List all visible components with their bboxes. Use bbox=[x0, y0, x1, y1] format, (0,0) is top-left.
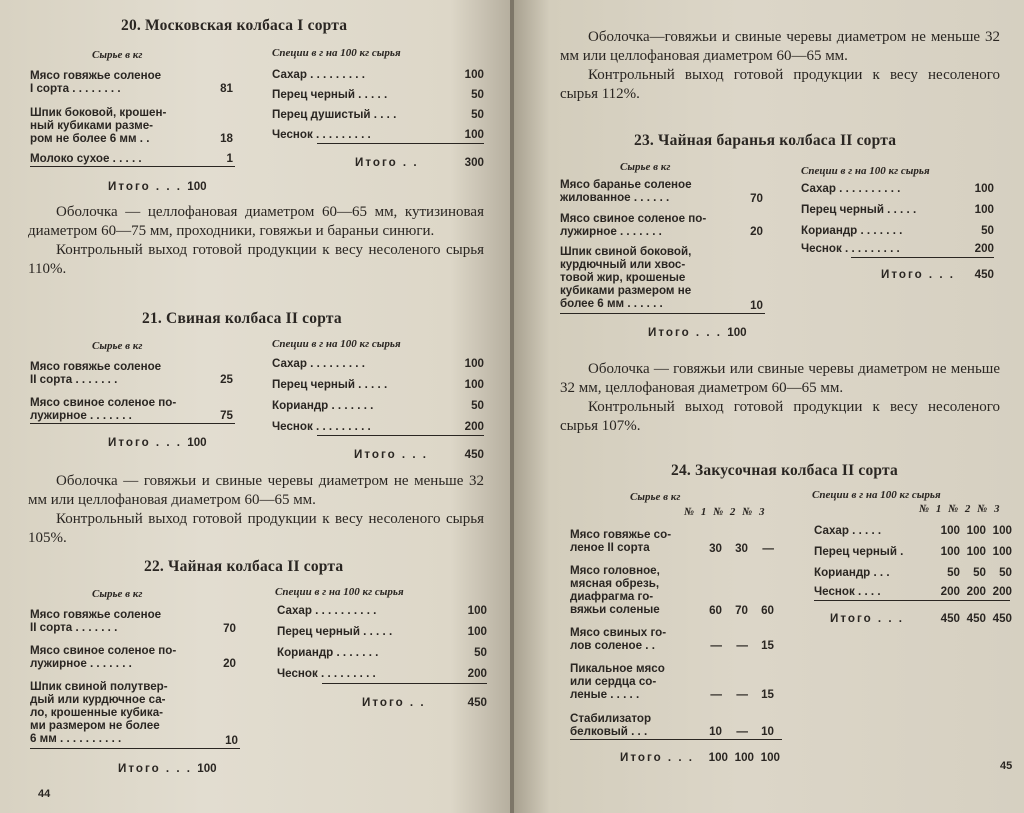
spice-item: Сахар . . . . . . . . . . bbox=[277, 604, 377, 617]
recipe-24-raw-columns: № 1 № 2 № 3 bbox=[684, 506, 765, 518]
recipe-24-spice-header: Специи в г на 100 кг сырья bbox=[812, 489, 941, 501]
spice-item: Сахар . . . . . bbox=[814, 524, 882, 537]
raw-value-1: 60 bbox=[709, 604, 722, 617]
raw-item bbox=[30, 69, 161, 95]
spice-value-1: 100 bbox=[940, 524, 960, 537]
recipe-23-spice-header: Специи в г на 100 кг сырья bbox=[801, 165, 930, 177]
raw-value-3: — bbox=[762, 542, 774, 555]
right-page bbox=[514, 0, 1024, 813]
casing-text: Оболочка — целлофановая диаметром 60—65 мм, кутизиновая диаметром 60—75 мм, проходники, говяжьи и бараньи синюги. bbox=[28, 204, 484, 239]
raw-item bbox=[570, 528, 671, 554]
raw-item-name: Шпик боковой, крошен- ный кубиками разме- ром не более 6 мм . . bbox=[30, 106, 167, 145]
spice-value-1: 200 bbox=[940, 585, 960, 598]
recipe-24-spice-columns: № 1 № 2 № 3 bbox=[919, 503, 1000, 515]
raw-item-name: Мясо головное, мясная обрезь, диафрагма го- вяжьи соленые bbox=[570, 564, 660, 616]
recipe-23-notes bbox=[560, 360, 1000, 436]
rule-line bbox=[317, 435, 484, 436]
spice-total-label: Итого . . . bbox=[354, 448, 429, 461]
recipe-22-continued-notes bbox=[560, 28, 1000, 104]
raw-item-value: 75 bbox=[220, 409, 233, 422]
raw-item-value: 25 bbox=[220, 373, 233, 386]
raw-value-2: 30 bbox=[735, 542, 748, 555]
raw-item-name: Мясо баранье соленое жилованное . . . . . . bbox=[560, 178, 692, 204]
yield-text: Контрольный выход готовой продукции к весу несоленого сырья 110%. bbox=[28, 242, 484, 277]
raw-item-value: 20 bbox=[223, 657, 236, 670]
recipe-21-title: 21. Свиная колбаса II сорта bbox=[142, 310, 342, 327]
raw-item-name: Пикальное мясо или сердца со- леные . . . . . bbox=[570, 662, 665, 701]
recipe-22-title: 22. Чайная колбаса II сорта bbox=[144, 558, 344, 575]
spice-value: 200 bbox=[974, 242, 994, 255]
page-number: 44 bbox=[38, 788, 51, 800]
raw-item-value: 18 bbox=[220, 132, 233, 145]
spice-item: Сахар . . . . . . . . . . bbox=[801, 182, 901, 195]
spice-total-value: 450 bbox=[467, 696, 487, 709]
raw-value-3: 10 bbox=[761, 725, 774, 738]
spice-item: Кориандр . . . . . . . bbox=[801, 224, 903, 237]
yield-text: Контрольный выход готовой продукции к весу несоленого сырья 107%. bbox=[560, 399, 1000, 434]
spice-value: 50 bbox=[471, 108, 484, 121]
recipe-20-spice-table bbox=[272, 68, 484, 178]
raw-value-1: — bbox=[710, 688, 722, 701]
recipe-20-spice-header: Специи в г на 100 кг сырья bbox=[272, 47, 401, 59]
raw-total bbox=[118, 762, 217, 775]
raw-item bbox=[30, 608, 161, 634]
raw-value-3: 15 bbox=[761, 639, 774, 652]
spice-value-2: 100 bbox=[966, 524, 986, 537]
raw-value-1: — bbox=[710, 639, 722, 652]
raw-item-name: Мясо свиных го- лов соленое . . bbox=[570, 626, 667, 652]
recipe-20-raw-table bbox=[30, 69, 235, 199]
raw-item bbox=[30, 644, 176, 670]
raw-item-value: 70 bbox=[750, 192, 763, 205]
recipe-20-title: 20. Московская колбаса I сорта bbox=[121, 17, 348, 34]
spice-item: Кориандр . . . bbox=[814, 566, 890, 579]
raw-item-name: Мясо свиное соленое по- лужирное . . . . . . . bbox=[30, 644, 177, 670]
spice-item: Чеснок . . . . . . . . . bbox=[272, 128, 371, 141]
raw-item-name: Мясо говяжье соленое II сорта . . . . . . . bbox=[30, 360, 162, 386]
raw-total bbox=[108, 436, 207, 449]
raw-item bbox=[570, 626, 666, 652]
raw-item-value: 20 bbox=[750, 225, 763, 238]
raw-item bbox=[560, 245, 691, 310]
recipe-23-spice-table bbox=[801, 182, 994, 290]
recipe-21-raw-table bbox=[30, 360, 235, 455]
raw-total-label: Итого . . . bbox=[108, 436, 183, 449]
spice-value: 100 bbox=[974, 203, 994, 216]
spice-item: Перец душистый . . . . bbox=[272, 108, 397, 121]
spice-total-value: 300 bbox=[464, 156, 484, 169]
recipe-20-raw-header: Сырье в кг bbox=[92, 49, 143, 61]
raw-total-value: 100 bbox=[727, 326, 747, 339]
raw-item-value: 70 bbox=[223, 622, 236, 635]
spice-value-2: 50 bbox=[973, 566, 986, 579]
raw-item bbox=[560, 178, 692, 204]
raw-item-name: Мясо свиное соленое по- лужирное . . . . . . . bbox=[560, 212, 707, 238]
rule-line bbox=[30, 748, 240, 749]
spice-item: Сахар . . . . . . . . . bbox=[272, 68, 365, 81]
recipe-24-raw-table bbox=[570, 528, 782, 768]
raw-value-1: 10 bbox=[709, 725, 722, 738]
raw-item-value: 10 bbox=[225, 734, 238, 747]
rule-line bbox=[570, 739, 782, 740]
raw-total-value: 100 bbox=[187, 180, 207, 193]
raw-value-2: 70 bbox=[735, 604, 748, 617]
spice-total bbox=[362, 696, 426, 709]
rule-line bbox=[30, 166, 235, 167]
raw-total-value: 100 bbox=[187, 436, 207, 449]
raw-item-name: Мясо говяжье соленое II сорта . . . . . . . bbox=[30, 608, 162, 634]
rule-line bbox=[814, 600, 1010, 601]
raw-item bbox=[30, 360, 161, 386]
recipe-23-raw-table bbox=[560, 178, 765, 348]
spice-item: Сахар . . . . . . . . . bbox=[272, 357, 365, 370]
spice-total bbox=[830, 612, 904, 625]
recipe-23-raw-header: Сырье в кг bbox=[620, 161, 671, 173]
yield-text: Контрольный выход готовой продукции к весу несоленого сырья 105%. bbox=[28, 511, 484, 546]
spice-total-label: Итого . . . bbox=[881, 268, 956, 281]
spice-value-3: 50 bbox=[999, 566, 1012, 579]
raw-total-value-1: 100 bbox=[708, 751, 728, 764]
spice-item: Перец черный . . . . . bbox=[801, 203, 917, 216]
raw-item-value: 1 bbox=[226, 152, 233, 165]
casing-text: Оболочка — говяжьи и свиные черевы диаметром не меньше 32 мм или целлофановая диаметром 60—65 мм. bbox=[28, 473, 484, 508]
raw-item-name: Стабилизатор белковый . . . bbox=[570, 712, 652, 738]
recipe-23-title: 23. Чайная баранья колбаса II сорта bbox=[634, 132, 897, 149]
raw-value-2: — bbox=[736, 639, 748, 652]
recipe-24-title: 24. Закусочная колбаса II сорта bbox=[671, 462, 898, 479]
spice-value: 50 bbox=[981, 224, 994, 237]
raw-item-value: 81 bbox=[220, 82, 233, 95]
raw-item bbox=[30, 396, 176, 422]
spice-total-value: 450 bbox=[464, 448, 484, 461]
spice-value: 100 bbox=[464, 128, 484, 141]
spice-value-3: 200 bbox=[992, 585, 1012, 598]
spice-item: Чеснок . . . . . . . . . bbox=[277, 667, 376, 680]
rule-line bbox=[317, 143, 484, 144]
spice-total-label: Итого . . . bbox=[830, 612, 905, 625]
raw-total-label: Итого . . . bbox=[620, 751, 695, 764]
spice-total bbox=[881, 268, 955, 281]
spice-value-1: 50 bbox=[947, 566, 960, 579]
spice-value: 50 bbox=[474, 646, 487, 659]
spice-total-value-2: 450 bbox=[966, 612, 986, 625]
spice-total-label: Итого . . bbox=[362, 696, 426, 709]
casing-text: Оболочка—говяжьи и свиные черевы диаметром не меньше 32 мм или целлофановая диаметром 60—65 мм. bbox=[560, 29, 1000, 64]
raw-item bbox=[560, 212, 706, 238]
raw-total bbox=[648, 326, 747, 339]
page-number: 45 bbox=[1000, 760, 1013, 772]
spice-item: Чеснок . . . . . . . . . bbox=[801, 242, 900, 255]
spice-value: 100 bbox=[464, 378, 484, 391]
spice-value-2: 100 bbox=[966, 545, 986, 558]
spice-total-value: 450 bbox=[974, 268, 994, 281]
recipe-21-raw-header: Сырье в кг bbox=[92, 340, 143, 352]
raw-item bbox=[570, 662, 665, 701]
spice-item: Кориандр . . . . . . . bbox=[272, 399, 374, 412]
casing-text: Оболочка — говяжьи или свиные черевы диаметром не меньше 32 мм, целлофановая диаметром 60—65 мм. bbox=[560, 361, 1000, 396]
spice-total-label: Итого . . bbox=[355, 156, 419, 169]
spice-item: Кориандр . . . . . . . bbox=[277, 646, 379, 659]
raw-item-name: Молоко сухое . . . . . bbox=[30, 152, 142, 165]
rule-line bbox=[30, 423, 235, 424]
raw-total bbox=[620, 751, 694, 764]
raw-total-label: Итого . . . bbox=[108, 180, 183, 193]
recipe-20-notes bbox=[28, 203, 484, 279]
spice-value: 100 bbox=[467, 625, 487, 638]
recipe-24-raw-header: Сырье в кг bbox=[630, 491, 681, 503]
raw-item bbox=[30, 680, 168, 745]
recipe-21-spice-header: Специи в г на 100 кг сырья bbox=[272, 338, 401, 350]
spice-total bbox=[355, 156, 419, 169]
raw-item bbox=[570, 712, 651, 738]
spice-value: 100 bbox=[467, 604, 487, 617]
spice-value: 100 bbox=[464, 357, 484, 370]
raw-total-value-2: 100 bbox=[734, 751, 754, 764]
raw-total-label: Итого . . . bbox=[648, 326, 723, 339]
spice-item: Перец черный . . . . . bbox=[272, 378, 388, 391]
spice-item: Чеснок . . . . bbox=[814, 585, 881, 598]
raw-total-value: 100 bbox=[197, 762, 217, 775]
spice-value: 50 bbox=[471, 88, 484, 101]
recipe-22-raw-table bbox=[30, 608, 240, 778]
raw-item bbox=[30, 152, 142, 165]
recipe-22-spice-table bbox=[277, 604, 487, 714]
recipe-21-notes bbox=[28, 472, 484, 548]
spice-value: 50 bbox=[471, 399, 484, 412]
raw-item bbox=[30, 106, 166, 145]
spice-total bbox=[354, 448, 428, 461]
raw-item-value: 10 bbox=[750, 299, 763, 312]
spice-item: Перец черный . . . . . bbox=[277, 625, 393, 638]
spice-value-3: 100 bbox=[992, 545, 1012, 558]
spice-total-value-1: 450 bbox=[940, 612, 960, 625]
spice-item: Перец черный . . . . . bbox=[272, 88, 388, 101]
spice-value-2: 200 bbox=[966, 585, 986, 598]
recipe-21-spice-table bbox=[272, 357, 484, 465]
raw-item-name: Шпик свиной полутвер- дый или курдючное са- ло, крошенные кубика- ми размером не более 6 мм . . . . . . . . . . bbox=[30, 680, 168, 745]
rule-line bbox=[322, 683, 487, 684]
spice-value: 200 bbox=[464, 420, 484, 433]
spice-item: Чеснок . . . . . . . . . bbox=[272, 420, 371, 433]
raw-value-1: 30 bbox=[709, 542, 722, 555]
rule-line bbox=[560, 313, 765, 314]
recipe-24-spice-table bbox=[814, 524, 1010, 634]
spice-value: 200 bbox=[467, 667, 487, 680]
raw-item bbox=[570, 564, 660, 616]
raw-value-3: 60 bbox=[761, 604, 774, 617]
recipe-22-raw-header: Сырье в кг bbox=[92, 588, 143, 600]
raw-value-2: — bbox=[736, 688, 748, 701]
recipe-22-spice-header: Специи в г на 100 кг сырья bbox=[275, 586, 404, 598]
spice-value-3: 100 bbox=[992, 524, 1012, 537]
raw-item-name: Мясо говяжье соленое I сорта . . . . . . . . bbox=[30, 69, 162, 95]
raw-item-name: Шпик свиной боковой, курдючный или хвос- товой жир, крошеные кубиками размером не более 6 мм . . . . . . bbox=[560, 245, 692, 310]
raw-value-3: 15 bbox=[761, 688, 774, 701]
spice-value: 100 bbox=[464, 68, 484, 81]
spice-value: 100 bbox=[974, 182, 994, 195]
spice-item: Перец черный . bbox=[814, 545, 904, 558]
raw-value-2: — bbox=[736, 725, 748, 738]
raw-item-name: Мясо говяжье со- леное II сорта bbox=[570, 528, 672, 554]
raw-total bbox=[108, 180, 207, 193]
rule-line bbox=[851, 257, 994, 258]
spice-value-1: 100 bbox=[940, 545, 960, 558]
raw-total-value-3: 100 bbox=[760, 751, 780, 764]
raw-item-name: Мясо свиное соленое по- лужирное . . . . . . . bbox=[30, 396, 177, 422]
yield-text: Контрольный выход готовой продукции к весу несоленого сырья 112%. bbox=[560, 67, 1000, 102]
spice-total-value-3: 450 bbox=[992, 612, 1012, 625]
raw-total-label: Итого . . . bbox=[118, 762, 193, 775]
